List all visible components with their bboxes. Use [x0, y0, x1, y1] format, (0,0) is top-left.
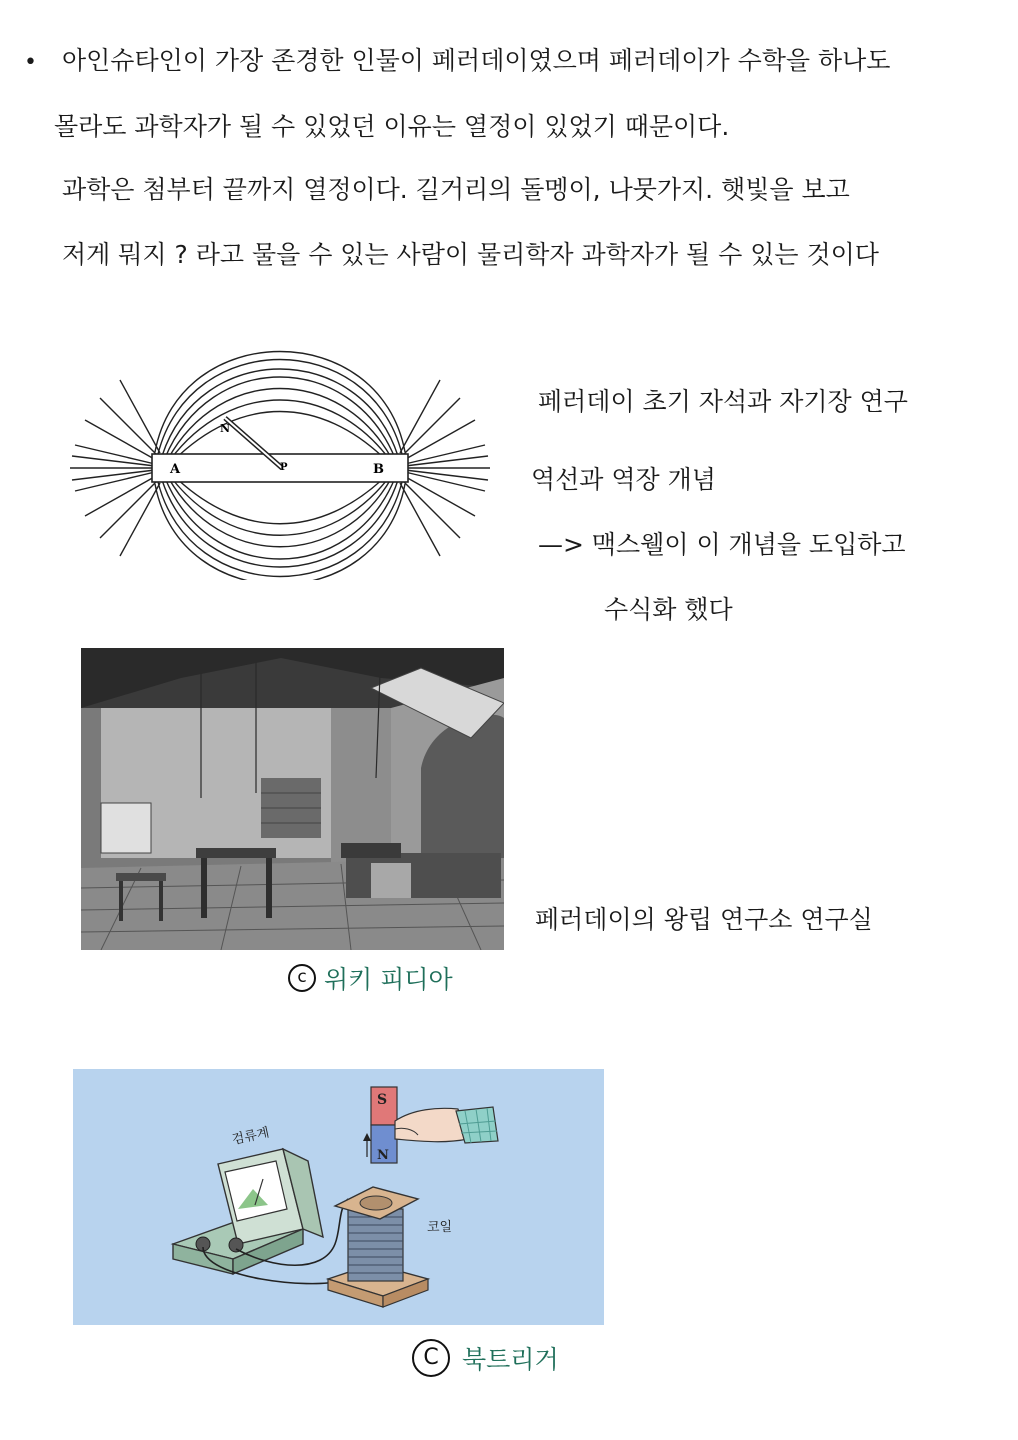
field-caption-maxwell: —> 맥스웰이 이 개념을 도입하고	[538, 530, 906, 559]
lab-caption: 페러데이의 왕립 연구소 연구실	[535, 905, 873, 934]
induction-drawing	[73, 1069, 604, 1325]
field-caption-title: 페러데이 초기 자석과 자기장 연구	[538, 387, 908, 416]
lab-engraving	[81, 648, 504, 950]
magnet-south-label: S	[377, 1092, 388, 1108]
induction-credit	[412, 1338, 559, 1378]
royal-institution-lab-illustration	[81, 648, 504, 950]
lab-credit-text: 위키 피디아	[324, 965, 453, 994]
paragraph-line-4: 저게 뭐지 ? 라고 물을 수 있는 사람이 물리학자 과학자가 될 수 있는 것이다	[62, 240, 879, 269]
induction-credit-text: 북트리거	[462, 1345, 559, 1374]
field-caption-concept: 역선과 역장 개념	[531, 465, 716, 494]
galvanometer-label: 검류계	[230, 1125, 271, 1148]
pole-label-a: A	[170, 462, 181, 477]
field-caption-formalized: 수식화 했다	[604, 595, 733, 624]
induction-experiment-illustration	[73, 1069, 604, 1325]
paragraph-line-3: 과학은 첨부터 끝까지 열정이다. 길거리의 돌멩이, 나뭇가지. 햇빛을 보고	[62, 175, 850, 204]
pivot-label-p: P	[280, 462, 288, 473]
copyright-icon: C	[412, 1339, 450, 1377]
lab-credit	[288, 962, 453, 994]
magnet-north-label: N	[377, 1148, 389, 1163]
field-lines-drawing	[70, 340, 490, 580]
paragraph-line-2: 몰라도 과학자가 될 수 있었던 이유는 열정이 있었기 때문이다.	[54, 112, 730, 141]
paragraph-line-1: 아인슈타인이 가장 존경한 인물이 페러데이였으며 페러데이가 수학을 하나도	[62, 46, 891, 75]
magnetic-field-illustration	[70, 340, 490, 580]
pole-label-b: B	[373, 462, 384, 477]
bullet-point: •	[24, 50, 37, 75]
copyright-icon: c	[288, 964, 316, 992]
needle-label-n: N	[220, 422, 231, 435]
coil-label: 코일	[427, 1220, 453, 1235]
